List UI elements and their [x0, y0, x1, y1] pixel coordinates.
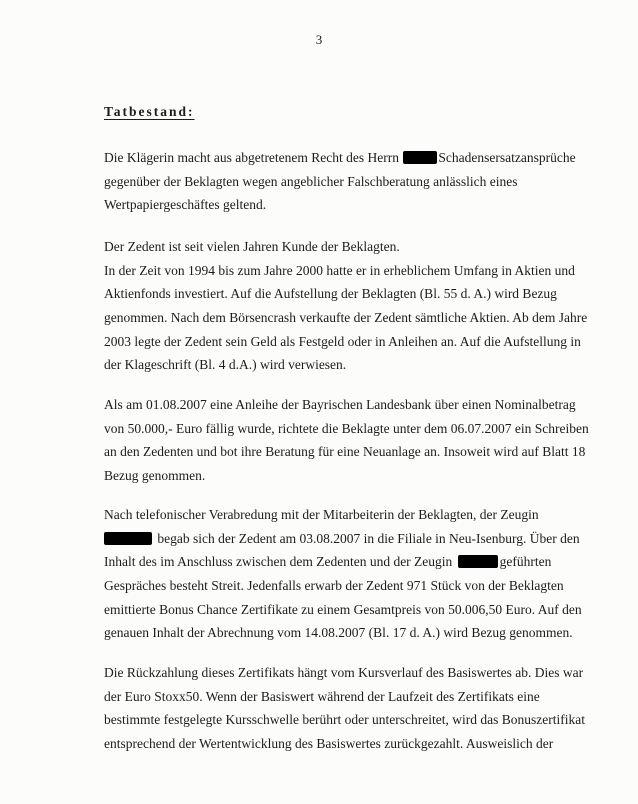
paragraph-3: [104, 393, 589, 488]
text-line: Der Zedent ist seit vielen Jahren Kunde der Beklagten.: [104, 239, 400, 254]
text-line: Nach telefonischer Verabredung mit der Mitarbeiterin der Beklagten, der Zeugin: [104, 507, 539, 522]
text-line: emittierte Bonus Chance Zertifikate zu einem Gesamtpreis von 50.006,50 Euro. Auf den: [104, 601, 582, 617]
redaction-bar: [104, 532, 152, 545]
text-fragment: Die Klägerin macht aus abgetretenem Recht des Herrn: [104, 150, 400, 165]
text-line: der Euro Stoxx50. Wenn der Basiswert während der Laufzeit des Zertifikats eine: [104, 688, 540, 704]
page-number: 3: [315, 32, 323, 47]
text-line: [104, 146, 576, 170]
text-fragment: Inhalt des im Anschluss zwischen dem Zedenten und der Zeugin: [104, 554, 453, 570]
text-line: gegenüber der Beklagten wegen angeblicher Falschberatung anlässlich eines: [104, 173, 518, 189]
text-line: Die Rückzahlung dieses Zertifikats hängt vom Kursverlauf des Basiswertes ab. Dies war: [104, 665, 584, 680]
text-line: Aktienfonds investiert. Auf die Aufstellung der Beklagten (Bl. 55 d. A.) wird Bezug: [104, 286, 557, 302]
paragraph-1: [104, 146, 576, 217]
paragraph-2: [104, 235, 588, 377]
text-line: Als am 01.08.2007 eine Anleihe der Bayrischen Landesbank über einen Nominalbetrag: [104, 397, 576, 412]
text-line: der Klageschrift (Bl. 4 d.A.) wird verwiesen.: [104, 357, 347, 373]
text-line: genauen Inhalt der Abrechnung vom 14.08.2007 (Bl. 17 d. A.) wird Bezug genommen.: [104, 625, 573, 641]
text-line: entsprechend der Wertentwicklung des Basiswertes zurückgezahlt. Ausweislich der: [104, 736, 554, 752]
text-line: Gespräches besteht Streit. Jedenfalls erwarb der Zedent 971 Stück von der Beklagten: [104, 578, 564, 594]
text-fragment: begab sich der Zedent am 03.08.2007 in die Filiale in Neu-Isenburg. Über den: [157, 530, 580, 546]
text-line: 2003 legte der Zedent sein Geld als Festgeld oder in Anleihen an. Auf die Aufstellung in: [104, 333, 581, 349]
text-fragment: Schadensersatzansprüche: [438, 150, 576, 165]
text-line: bestimmte festgelegte Kursschwelle berührt oder unterschreitet, wird das Bonuszertifikat: [104, 712, 585, 728]
text-line: [104, 527, 580, 551]
text-line: Wertpapiergeschäftes geltend.: [104, 197, 267, 213]
text-line: In der Zeit von 1994 bis zum Jahre 2000 hatte er in erheblichem Umfang in Aktien und: [104, 262, 575, 278]
text-line: an den Zedenten und bot ihre Beratung für eine Neuanlage an. Insoweit wird auf Blatt 18: [104, 444, 586, 460]
section-heading: Tatbestand:: [104, 104, 195, 119]
text-line: Bezug genommen.: [104, 468, 206, 484]
text-line: [104, 550, 564, 574]
redaction-bar: [458, 555, 498, 568]
text-line: von 50.000,- Euro fällig wurde, richtete die Beklagte unter dem 06.07.2007 ein Schreiben: [104, 420, 589, 436]
paragraph-4: [104, 503, 582, 645]
text-fragment: geführten: [499, 554, 552, 570]
paragraph-5: [104, 661, 585, 756]
redaction-bar: [403, 151, 437, 164]
text-line: genommen. Nach dem Börsencrash verkaufte der Zedent sämtliche Aktien. Ab dem Jahre: [104, 310, 588, 326]
